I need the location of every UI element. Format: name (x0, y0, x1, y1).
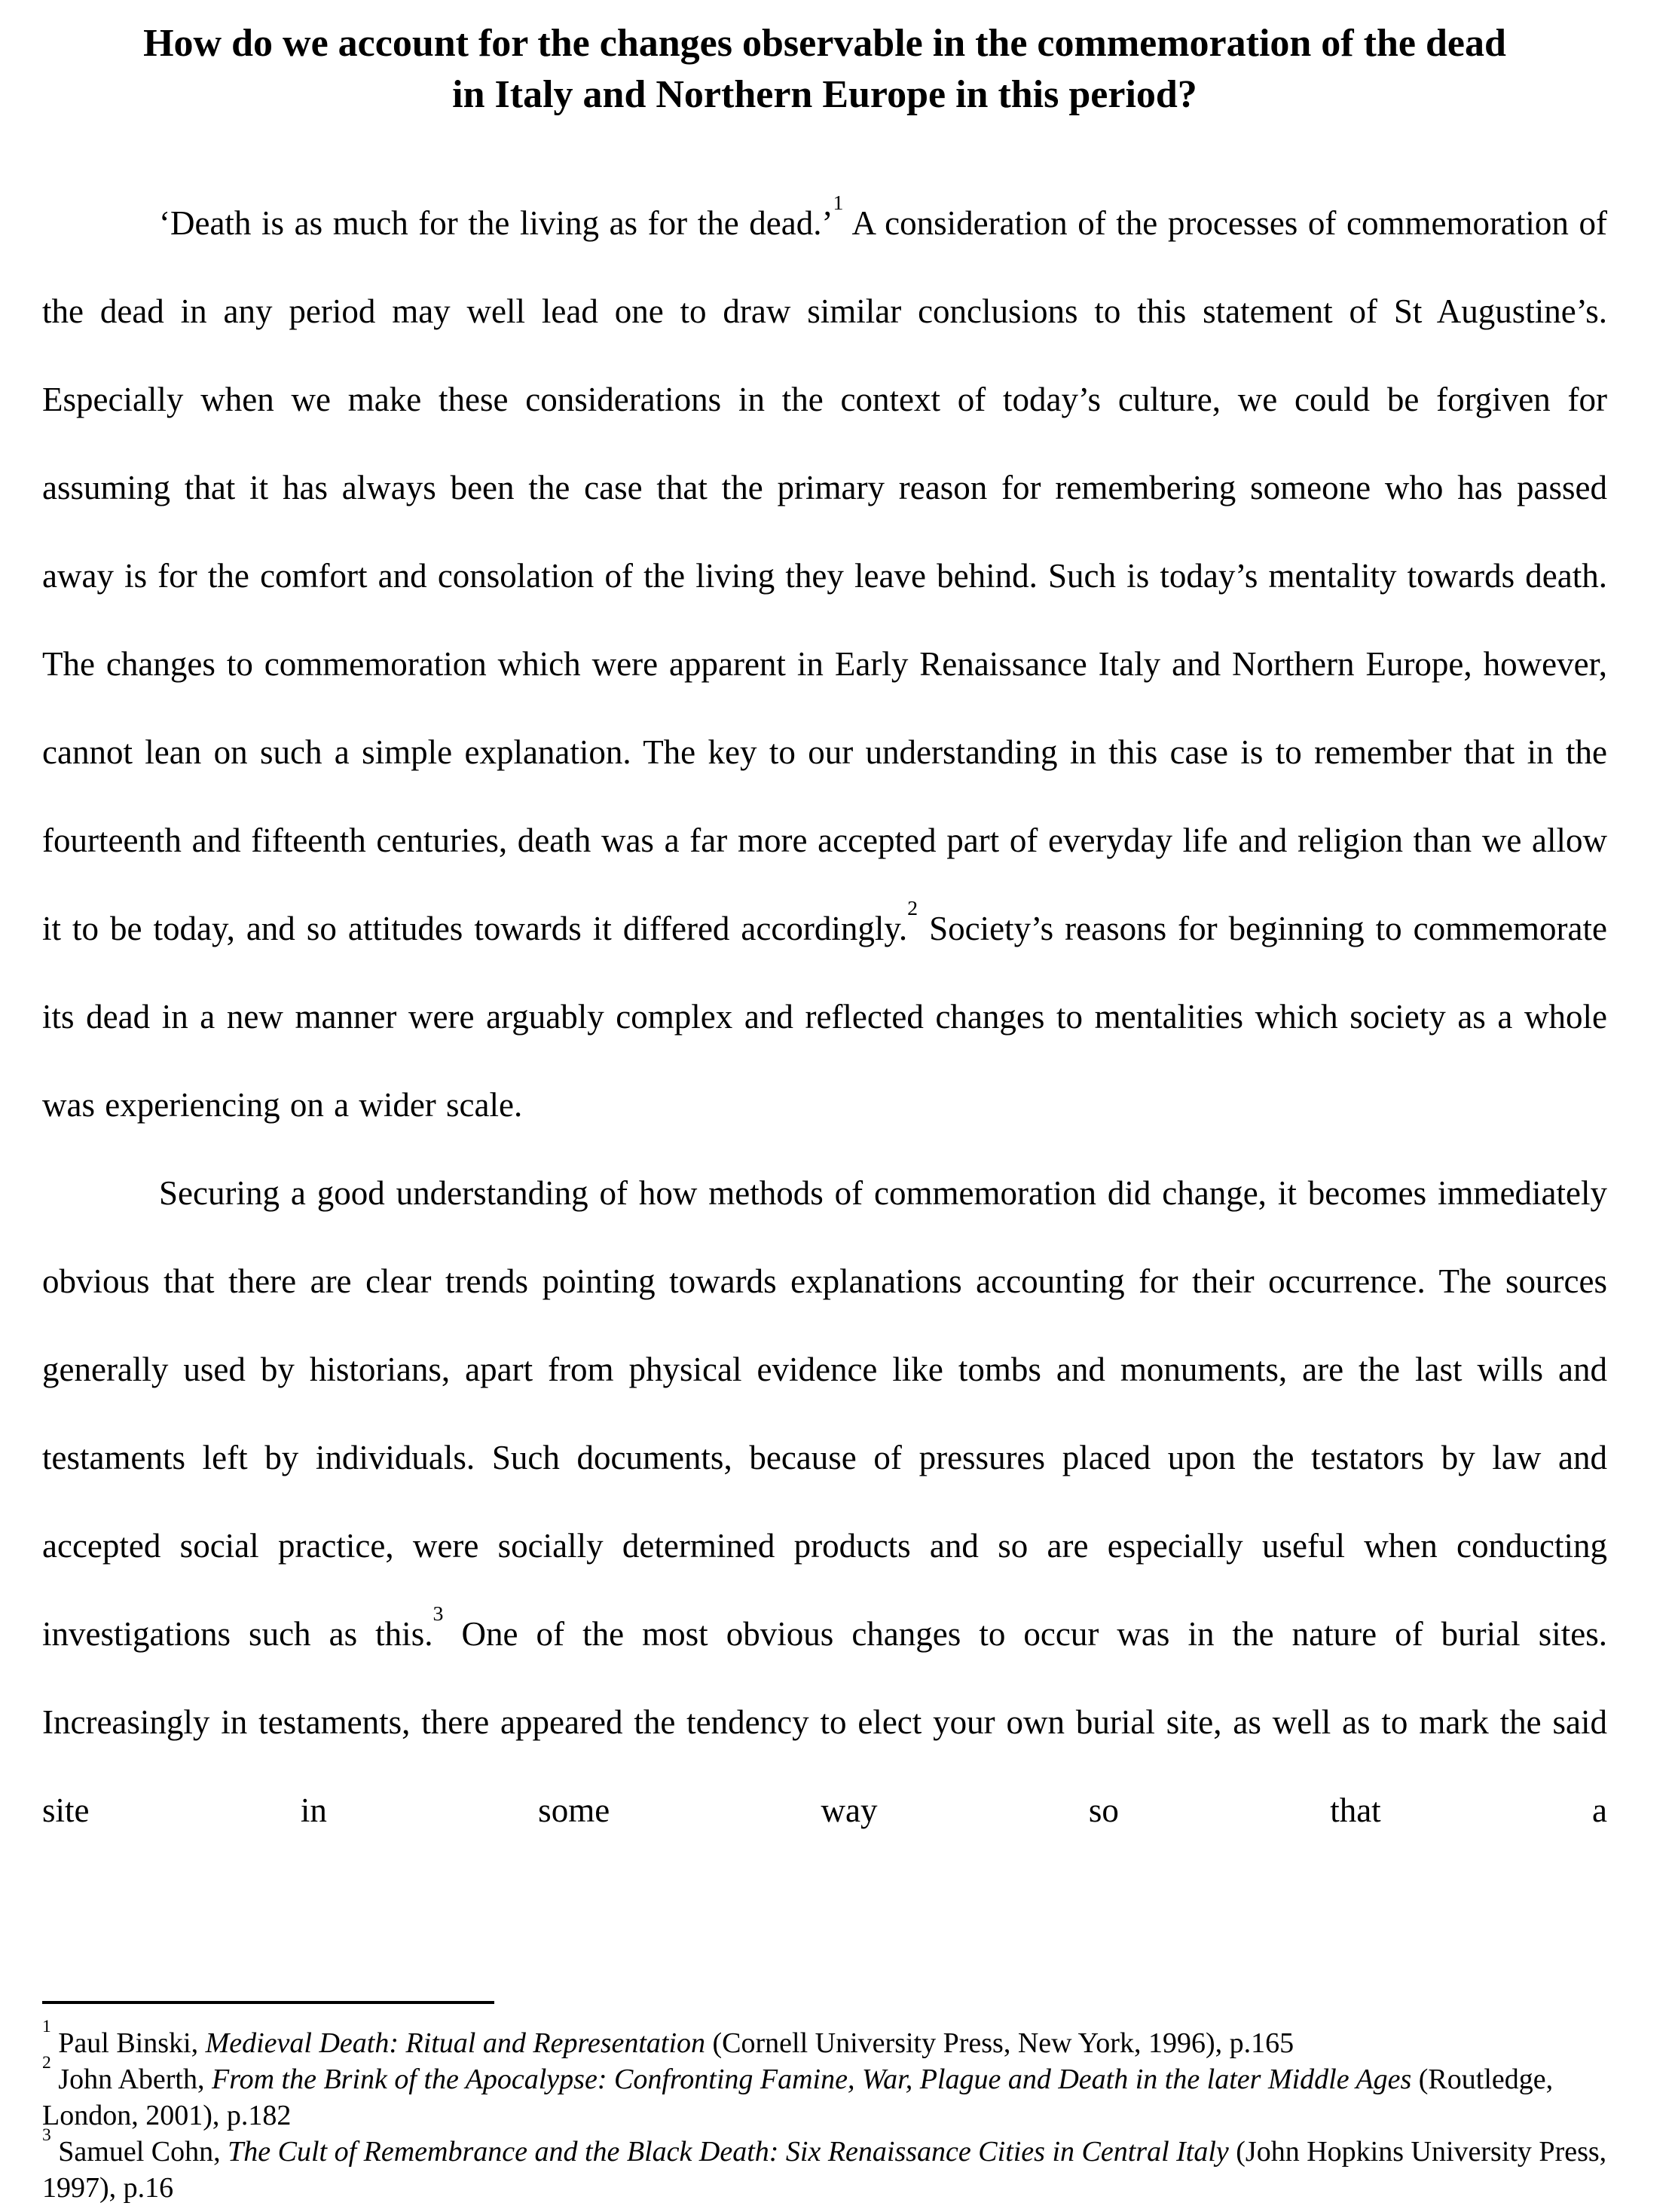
footnote-ref: 3 (433, 1602, 444, 1626)
footnote-3 (42, 2125, 1607, 2206)
footnote-1-text: Paul Binski, Medieval Death: Ritual and Representation (Cornell University Press, New York, 1996), p.165 (50, 2027, 1294, 2059)
essay-body (42, 179, 1607, 1855)
essay-paragraph-2: Securing a good understanding of how methods of commemoration did change, it becomes immediately obvious that there are clear trends pointing towards explanations accounting for their occurrence. The sources generally used by historians, apart from physical evidence like tombs and monuments, are the last wills and testaments left by individuals. Such documents, because of pressures placed upon the testators by law and accepted social practice, were socially determined products and so are especially useful when conducting investigations such as this.$^3$ One of the most obvious changes to occur was in the nature of burial sites. Increasingly in testaments, there appeared the tendency to elect your own burial site, as well as to mark the said site in some way so that a (42, 1174, 1607, 1829)
essay-title-line1: How do we account for the changes observable in the commemoration of the dead (143, 22, 1506, 65)
essay-paragraph-1: ‘Death is as much for the living as for the dead.’$^1$ A consideration of the processes of commemoration of the dead in any period may well lead one to draw similar conclusions to this statement of St Augustine’s. Especially when we make these considerations in the context of today’s culture, we could be forgiven for assuming that it has always been the case that the primary reason for remembering someone who has passed away is for the comfort and consolation of the living they leave behind. Such is today’s mentality towards death. The changes to commemoration which were apparent in Early Renaissance Italy and Northern Europe, however, cannot lean on such a simple explanation. The key to our understanding in this case is to remember that in the fourteenth and fifteenth centuries, death was a far more accepted part of everyday life and religion than we allow it to be today, and so attitudes towards it differed accordingly.$^2$ Society’s reasons for beginning to commemorate its dead in a new manner were arguably complex and reflected changes to mentalities which society as a whole was experiencing on a wider scale. (42, 191, 1607, 1124)
footnote-2-text: John Aberth, From the Brink of the Apocalypse: Confronting Famine, War, Plague and Death in the later Middle Ages (Routledge, London, 2001), p.182 (42, 2064, 1554, 2131)
book-title: From the Brink of the Apocalypse: Confronting Famine, War, Plague and Death in the later Middle Ages (212, 2064, 1412, 2095)
footnote-ref: 1 (833, 191, 844, 216)
footnote-marker-1: 1 (42, 2017, 51, 2037)
footnote-3-text: Samuel Cohn, The Cult of Remembrance and the Black Death: Six Renaissance Cities in Central Italy (John Hopkins University Press, 1997), p.16 (42, 2136, 1607, 2204)
footnote-ref: 2 (907, 897, 918, 921)
essay-title (42, 18, 1607, 121)
essay-title-line2: in Italy and Northern Europe in this period? (452, 73, 1197, 116)
footnote-1 (42, 2017, 1607, 2061)
footnote-marker-2: 2 (42, 2053, 51, 2073)
footnote-separator-rule (42, 2001, 494, 2004)
footnote-marker-3: 3 (42, 2125, 51, 2146)
footnotes-section (42, 2001, 1607, 2206)
footnote-2 (42, 2053, 1607, 2134)
book-title: Medieval Death: Ritual and Representation (205, 2027, 706, 2059)
book-title: The Cult of Remembrance and the Black Death: Six Renaissance Cities in Central Italy (228, 2136, 1229, 2168)
